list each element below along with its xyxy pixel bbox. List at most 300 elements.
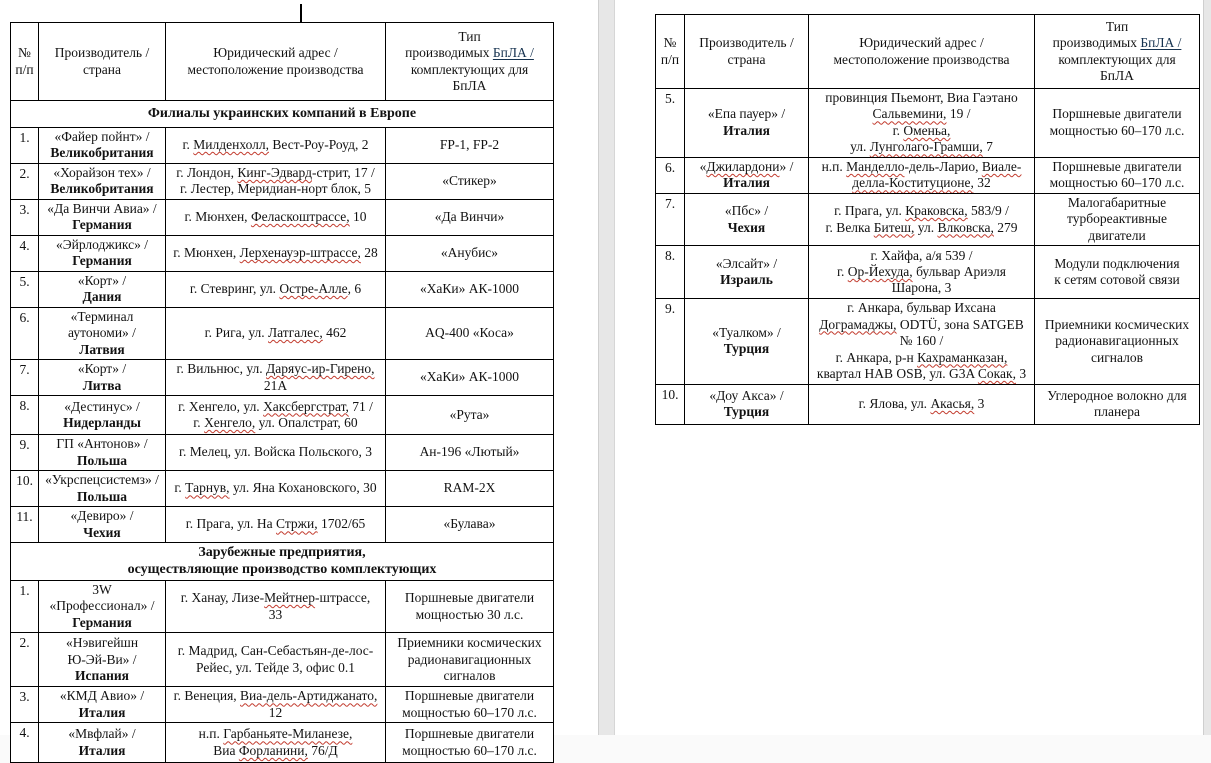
spellcheck-flagged-text: Лунголаго-Грамши, (869, 139, 983, 155)
cell-manufacturer-country[interactable] (39, 307, 166, 359)
text-run: комплектующих для (1058, 51, 1176, 67)
cell-uav-type[interactable] (386, 507, 554, 543)
text-run: «Пбс» / (724, 203, 769, 219)
text-run: радионавигационных (1055, 333, 1179, 349)
text-run: провинция Пьемонт, Виа Гаэтано (825, 90, 1018, 105)
text-run: Нидерланды (63, 415, 141, 431)
cell-address[interactable] (166, 271, 386, 307)
header-uav-type[interactable] (386, 23, 554, 101)
cell-address[interactable] (166, 199, 386, 235)
text-run: местоположение производства (187, 61, 364, 77)
cell-uav-type[interactable] (386, 199, 554, 235)
text-run: 28 (360, 245, 378, 261)
text-run: Польша (77, 452, 127, 468)
text-run: бульвар Ариэля (912, 263, 1007, 279)
cell-manufacturer-country[interactable] (39, 163, 166, 199)
text-run: г. Хенгело, ул. (178, 398, 264, 414)
spellcheck-flagged-text: Тарнув, (185, 480, 230, 496)
cell-number[interactable]: 10. (11, 471, 39, 507)
text-run: мощностью 60–170 л.с. (1049, 122, 1185, 138)
text-run: Виа (213, 742, 239, 758)
section-title[interactable] (11, 542, 554, 580)
text-run: г. Мюнхен, (184, 209, 251, 225)
text-run: 583/9 / (967, 203, 1009, 219)
cell-uav-type[interactable] (386, 723, 554, 763)
header-legal-address[interactable] (809, 15, 1035, 89)
cell-number[interactable]: 3. (11, 687, 39, 723)
table-row (11, 435, 554, 471)
table-row (11, 307, 554, 359)
text-run: Израиль (720, 272, 773, 288)
text-cursor (300, 4, 302, 22)
spellcheck-flagged-text: Битеш, (873, 219, 915, 235)
table-row (11, 128, 554, 164)
cell-manufacturer-country[interactable] (685, 193, 809, 245)
text-run: мощностью 30 л.с. (415, 606, 524, 622)
text-run: «Дестинус» / (64, 398, 140, 414)
text-run: 3 (974, 395, 985, 411)
text-run: аутономи» / (68, 325, 136, 341)
text-run: Приемники космических (1044, 316, 1190, 332)
text-run: ул. Опалстрат, 60 (255, 415, 358, 431)
page-right[interactable] (615, 0, 1203, 735)
table-row (11, 396, 554, 435)
spellcheck-flagged-text: Оменьа, (903, 122, 951, 138)
text-run: г. Хайфа, а/я 539 / (870, 247, 973, 263)
text-run: н.п. (821, 158, 847, 174)
cell-number[interactable]: 8. (656, 246, 685, 299)
text-run: «Элсайт» / (715, 255, 778, 271)
text-run: 279 (993, 219, 1018, 235)
table-row (656, 193, 1200, 245)
cell-uav-type[interactable] (386, 633, 554, 687)
text-run: Италия (78, 704, 126, 720)
cell-manufacturer-country[interactable] (685, 299, 809, 384)
text-run: Германия (72, 253, 132, 269)
cell-address[interactable] (166, 235, 386, 271)
text-run: осуществляющие производство комплектующих (127, 562, 437, 578)
text-run: «Хорайзон тех» / (53, 164, 151, 180)
header-manufacturer-country[interactable] (39, 23, 166, 101)
text-run: «Эйрлоджикс» / (55, 236, 149, 252)
cell-uav-type[interactable] (386, 271, 554, 307)
text-run: Ю-Эй-Ви» / (67, 651, 137, 667)
text-run: г. (182, 137, 194, 153)
text-run: г. Ханау, Лизе- (180, 590, 265, 606)
text-run: Поршневые двигатели (404, 590, 535, 606)
table-row (11, 633, 554, 687)
cell-number[interactable]: 7. (11, 360, 39, 396)
cell-uav-type[interactable] (386, 471, 554, 507)
text-run: Турция (723, 404, 770, 420)
text-run: г. (193, 415, 205, 431)
cell-address[interactable] (166, 507, 386, 543)
text-run: радионавигационных (407, 651, 532, 667)
text-run: г. Мелец, ул. Войска Польского, 3 (179, 444, 372, 460)
cell-manufacturer-country[interactable] (39, 633, 166, 687)
uav-manufacturers-table-right (655, 14, 1200, 425)
table-row (11, 687, 554, 723)
table-row (11, 507, 554, 543)
spellcheck-flagged-text: Акасья, (930, 395, 975, 411)
section-title-row (11, 542, 554, 580)
header-number[interactable] (656, 15, 685, 89)
text-run: г. Анкара, бульвар Ихсана (847, 300, 996, 316)
cell-address[interactable] (166, 471, 386, 507)
table-header-row (656, 15, 1200, 89)
text-run: Вест-Роу-Роуд, 2 (269, 137, 369, 153)
spellcheck-flagged-text: Виале- (981, 158, 1022, 174)
text-run: 12 (268, 704, 283, 720)
spellcheck-flagged-text: Гарбаньяте-Миланезе, (223, 726, 353, 742)
table-row (11, 723, 554, 763)
text-run: Дания (82, 289, 122, 305)
text-run: № 160 / (899, 333, 944, 349)
text-run: производимых (1052, 35, 1141, 51)
text-run: » / (779, 158, 794, 174)
cell-address[interactable] (166, 633, 386, 687)
text-run: г. Рига, ул. (204, 325, 268, 341)
text-run: г. (174, 480, 186, 496)
cell-address[interactable] (166, 687, 386, 723)
text-run: Литва (82, 377, 122, 393)
text-run: г. Лондон, (176, 164, 238, 180)
spellcheck-flagged-text: Мейтнер (264, 590, 316, 606)
text-run: г. Прага, ул. На (185, 516, 277, 532)
text-run: Тип (1105, 18, 1129, 34)
text-run: -дель-Ларио, (904, 158, 982, 174)
text-run: Великобритания (50, 145, 154, 161)
text-run: Италия (723, 175, 770, 191)
cell-address[interactable] (166, 163, 386, 199)
text-run: планера (1094, 404, 1140, 420)
text-run: БпЛА / (492, 45, 534, 61)
text-run: Поршневые двигатели (1052, 158, 1182, 174)
cell-manufacturer-country[interactable] (39, 271, 166, 307)
cell-number[interactable]: 11. (11, 507, 39, 543)
text-run: турбореактивные (1067, 211, 1167, 227)
cell-address[interactable] (166, 360, 386, 396)
cell-uav-type[interactable] (386, 163, 554, 199)
cell-address[interactable] (166, 580, 386, 632)
spellcheck-flagged-text: Остре-Алле (279, 281, 348, 297)
text-run: «Рута» (449, 406, 490, 422)
text-run: Филиалы украинских компаний в Европе (147, 106, 417, 122)
text-run: 7 (982, 139, 993, 155)
text-run: «Профессионал» / (49, 598, 155, 614)
text-run: Юридический адрес / (213, 45, 338, 61)
spellcheck-flagged-text: Виа-дель-Артиджанато, (240, 688, 378, 704)
header-legal-address[interactable] (166, 23, 386, 101)
spellcheck-flagged-text: Влковска, (937, 219, 994, 235)
text-run: н.п. (198, 726, 224, 742)
text-run: г. Велка (825, 219, 874, 235)
text-run: квартал HAB OSB, ул. G3A (816, 366, 978, 382)
cell-address[interactable] (809, 157, 1035, 193)
cell-manufacturer-country[interactable] (39, 471, 166, 507)
text-run: мощностью 60–170 л.с. (402, 704, 537, 720)
cell-manufacturer-country[interactable] (39, 580, 166, 632)
text-run: БпЛА (452, 77, 487, 93)
cell-manufacturer-country[interactable] (685, 157, 809, 193)
cell-address[interactable] (809, 246, 1035, 299)
cell-address[interactable] (166, 396, 386, 435)
cell-manufacturer-country[interactable] (39, 199, 166, 235)
text-run: г. Вильнюс, ул. (176, 361, 267, 377)
cell-number[interactable]: 2. (11, 163, 39, 199)
text-run: 1702/65 (317, 516, 366, 532)
text-run: RAM-2X (443, 480, 496, 496)
cell-uav-type[interactable] (1035, 157, 1200, 193)
spellcheck-flagged-text: Джилардони (706, 158, 780, 174)
table-row (656, 384, 1200, 424)
cell-manufacturer-country[interactable] (39, 507, 166, 543)
text-run: «Файер пойнт» / (54, 129, 150, 144)
cell-address[interactable] (809, 193, 1035, 245)
text-run: AQ-400 «Коса» (425, 325, 514, 341)
text-run: 32 (973, 175, 991, 191)
table-row (656, 157, 1200, 193)
text-run: «Стикер» (442, 173, 497, 189)
page-left[interactable] (0, 0, 598, 758)
cell-number[interactable]: 4. (11, 235, 39, 271)
cell-number[interactable]: 5. (656, 89, 685, 158)
cell-number[interactable]: 9. (656, 299, 685, 384)
text-run: Испания (75, 668, 129, 684)
cell-manufacturer-country[interactable] (685, 246, 809, 299)
cell-manufacturer-country[interactable] (39, 128, 166, 164)
cell-uav-type[interactable] (1035, 89, 1200, 158)
text-run: г. Ялова, ул. (858, 395, 931, 411)
table-row (11, 163, 554, 199)
text-run: «Нэвигейшн (65, 635, 139, 651)
text-run: «Мвфлай» / (68, 726, 136, 742)
text-run: 19 / (946, 106, 971, 122)
text-run: , 6 (347, 281, 362, 297)
text-run: Латвия (79, 341, 125, 357)
cell-address[interactable] (809, 299, 1035, 384)
table-row (11, 199, 554, 235)
text-run: г. (892, 122, 904, 138)
text-run: Великобритания (50, 181, 154, 197)
table-row (656, 246, 1200, 299)
text-run: БпЛА / (1140, 35, 1182, 51)
text-run: «Туалком» / (712, 324, 781, 340)
cell-manufacturer-country[interactable] (39, 396, 166, 435)
text-run: Ан-196 «Лютый» (419, 444, 520, 460)
text-run: -стрит, 17 / (311, 164, 375, 180)
text-run: «Девиро» / (70, 508, 134, 524)
cell-manufacturer-country[interactable] (685, 89, 809, 158)
text-run: «Доу Акса» / (709, 387, 784, 403)
cell-number[interactable]: 8. (11, 396, 39, 435)
text-run: FP-1, FP-2 (439, 137, 500, 153)
text-run: Малогабаритные (1067, 194, 1167, 210)
cell-number[interactable]: 4. (11, 723, 39, 763)
spellcheck-flagged-text: Стржи, (276, 516, 318, 532)
text-run: г. Прага, ул. (834, 203, 906, 219)
text-run: «ХаКи» АК-1000 (419, 281, 520, 297)
text-run: г. Венеция, (173, 688, 241, 704)
text-run: ГП «Антонов» / (56, 436, 148, 452)
text-run: Шарона, 3 (891, 280, 952, 296)
text-run: Производитель / (54, 45, 150, 61)
text-run: Поршневые двигатели (404, 688, 535, 704)
header-uav-type[interactable] (1035, 15, 1200, 89)
section-title[interactable] (11, 101, 554, 128)
spellcheck-flagged-text: Милденхолл, (193, 137, 270, 153)
text-run: Чехия (83, 524, 121, 540)
spellcheck-flagged-text: Сальвемини, (872, 106, 947, 122)
cell-uav-type[interactable] (386, 396, 554, 435)
spellcheck-flagged-text: Лерхенауэр-штрассе, (239, 245, 361, 261)
text-run: ODTÜ, зона SATGEB (896, 316, 1024, 332)
spellcheck-flagged-text: Кахраманказан, (917, 349, 1008, 365)
cell-uav-type[interactable] (386, 435, 554, 471)
cell-number[interactable]: 5. (11, 271, 39, 307)
text-run: местоположение производства (833, 51, 1010, 67)
table-row (11, 360, 554, 396)
text-run: Углеродное волокно для (1047, 387, 1187, 403)
text-run: Рейес, ул. Тейде 3, офис 0.1 (196, 659, 355, 675)
cell-uav-type[interactable] (1035, 299, 1200, 384)
cell-manufacturer-country[interactable] (39, 235, 166, 271)
text-run: Германия (72, 217, 132, 233)
text-run: Чехия (727, 219, 766, 235)
text-run: 71 / (348, 398, 373, 414)
cell-address[interactable] (166, 128, 386, 164)
text-run: Приемники космических (397, 635, 542, 651)
cell-uav-type[interactable] (386, 360, 554, 396)
text-run: 76/Д (307, 742, 338, 758)
cell-manufacturer-country[interactable] (39, 435, 166, 471)
text-run: п/п (660, 51, 680, 67)
cell-number[interactable]: 9. (11, 435, 39, 471)
cell-manufacturer-country[interactable] (39, 360, 166, 396)
text-run: «КМД Авио» / (59, 688, 145, 704)
cell-address[interactable] (809, 89, 1035, 158)
text-run: «Укрспецсистемз» / (45, 472, 159, 488)
text-run: страна (727, 51, 766, 67)
cell-number[interactable]: 2. (11, 633, 39, 687)
cell-number[interactable]: 1. (11, 580, 39, 632)
cell-address[interactable] (809, 384, 1035, 424)
header-number[interactable] (11, 23, 39, 101)
text-run: мощностью 60–170 л.с. (402, 742, 537, 758)
text-run: 21А (263, 377, 288, 393)
table-header-row (11, 23, 554, 101)
spellcheck-flagged-text: Даряус-ир-Гирено, (266, 361, 375, 377)
table-row (11, 471, 554, 507)
text-run: «Булава» (443, 516, 496, 532)
text-run: Италия (723, 122, 770, 138)
text-run: г. (836, 263, 848, 279)
cell-number[interactable]: 10. (656, 384, 685, 424)
spellcheck-flagged-text: делла-Коституционе, (852, 175, 974, 191)
text-run: «Корт» / (77, 272, 127, 288)
cell-number[interactable]: 7. (656, 193, 685, 245)
text-run: ул. Яна Кохановского, 30 (229, 480, 377, 496)
text-run: г. Мадрид, Сан-Себастьян-де-лос- (177, 643, 374, 659)
cell-number[interactable]: 3. (11, 199, 39, 235)
text-run: 33 (268, 606, 283, 622)
right-edge-strip (1203, 0, 1211, 735)
cell-uav-type[interactable] (1035, 193, 1200, 245)
text-run: ул. (850, 139, 870, 155)
text-run: ул. (914, 219, 938, 235)
text-run: Производитель / (699, 35, 794, 51)
cell-uav-type[interactable] (386, 580, 554, 632)
table-row (11, 271, 554, 307)
spellcheck-flagged-text: Хенгело, (204, 415, 256, 431)
page-separator (598, 0, 615, 735)
text-run: г. Анкара, р-н (835, 349, 918, 365)
text-run: 3 (1015, 366, 1027, 382)
text-run: г. Лестер, Меридиан-норт блок, 5 (179, 181, 372, 197)
table-row (11, 235, 554, 271)
text-run: -штрассе, (315, 590, 371, 606)
spellcheck-flagged-text: Сокак, (977, 366, 1016, 382)
text-run: « (699, 158, 707, 174)
text-run: Италия (78, 742, 126, 758)
text-run: мощностью 60–170 л.с. (1049, 175, 1185, 191)
cell-manufacturer-country[interactable] (39, 723, 166, 763)
text-run: «Епа пауер» / (707, 106, 786, 122)
text-run: № (18, 45, 31, 61)
cell-address[interactable] (166, 307, 386, 359)
text-run: п/п (15, 61, 34, 77)
text-run: Зарубежные предприятия, (198, 545, 366, 561)
section-title-row (11, 101, 554, 128)
cell-manufacturer-country[interactable] (39, 687, 166, 723)
spellcheck-flagged-text: Кинг-Эдвард (237, 164, 312, 180)
table-row (11, 580, 554, 632)
cell-uav-type[interactable] (386, 687, 554, 723)
text-run: «Терминал (70, 308, 134, 324)
text-run: комплектующих для (410, 61, 529, 77)
text-run: страна (82, 61, 121, 77)
spellcheck-flagged-text: Хаксбергстрат, (263, 398, 349, 414)
cell-address[interactable] (166, 723, 386, 763)
text-run: «Корт» / (77, 361, 127, 377)
table-row (656, 299, 1200, 384)
cell-address[interactable] (166, 435, 386, 471)
cell-number[interactable]: 6. (656, 157, 685, 193)
text-run: г. Стевринг, ул. (189, 281, 280, 297)
cell-uav-type[interactable] (386, 128, 554, 164)
cell-manufacturer-country[interactable] (685, 384, 809, 424)
text-run: г. Мюнхен, (173, 245, 240, 261)
cell-number[interactable]: 1. (11, 128, 39, 164)
text-run: «Да Винчи Авиа» / (47, 200, 157, 216)
text-run: сигналов (443, 668, 496, 684)
text-run: № (663, 35, 677, 51)
cell-uav-type[interactable] (386, 235, 554, 271)
spellcheck-flagged-text: Феласкоштрассе, (250, 209, 350, 225)
text-run: Поршневые двигатели (1052, 106, 1182, 122)
text-run: производимых (405, 45, 493, 61)
spellcheck-flagged-text: Манделло (846, 158, 905, 174)
text-run: Модули подключения (1054, 255, 1180, 271)
cell-number[interactable]: 6. (11, 307, 39, 359)
header-manufacturer-country[interactable] (685, 15, 809, 89)
text-run: Турция (723, 341, 770, 357)
table-row (656, 89, 1200, 158)
text-run: «Анубис» (440, 245, 499, 261)
cell-uav-type[interactable] (386, 307, 554, 359)
cell-uav-type[interactable] (1035, 384, 1200, 424)
cell-uav-type[interactable] (1035, 246, 1200, 299)
